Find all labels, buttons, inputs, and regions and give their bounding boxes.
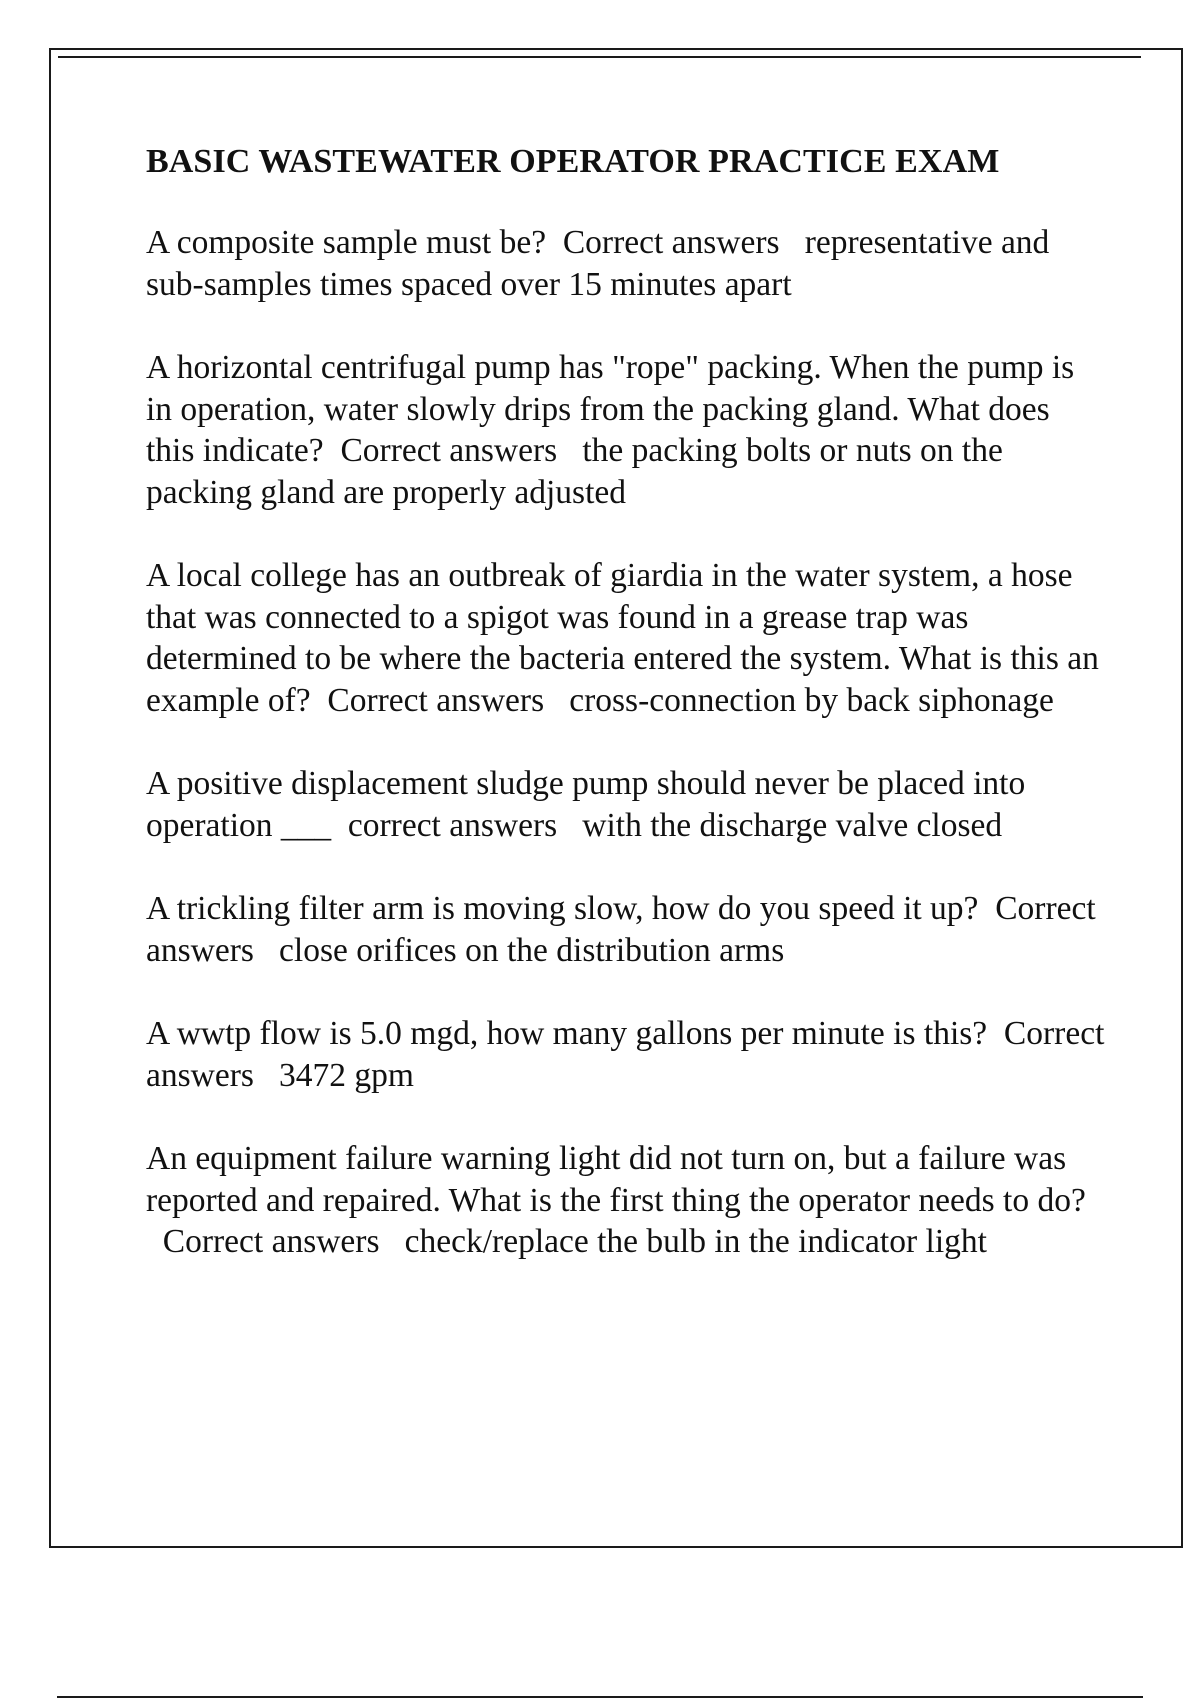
answer-text: with the discharge valve closed bbox=[582, 806, 1003, 844]
bottom-rule bbox=[57, 1696, 1143, 1698]
qa-item-5 bbox=[146, 888, 1106, 971]
question-text: A local college has an outbreak of giardia in the water system, a hose that was connected to a spigot was found in a grease trap was determined to be where the bacteria entered the system. What is this an example of? bbox=[146, 557, 1099, 719]
answer-label: Correct answers bbox=[340, 432, 558, 469]
question-text: A wwtp flow is 5.0 mgd, how many gallons per minute is this? bbox=[146, 1015, 988, 1052]
answer-text: representative and sub-samples times spaced over 15 minutes apart bbox=[146, 224, 1050, 303]
question-text: An equipment failure warning light did not turn on, but a failure was reported and repaired. What is the first thing the operator needs to do? bbox=[146, 1140, 1086, 1219]
answer-label: Correct answers bbox=[162, 1223, 380, 1260]
qa-item-6 bbox=[146, 1013, 1106, 1096]
answer-text: check/replace the bulb in the indicator light bbox=[404, 1223, 987, 1260]
answer-text: close orifices on the distribution arms bbox=[279, 931, 785, 969]
answer-text: 3472 gpm bbox=[279, 1056, 414, 1094]
answer-label: Correct answers bbox=[327, 681, 545, 719]
answer-label: Correct answers bbox=[562, 224, 780, 261]
exam-content bbox=[146, 142, 1106, 1305]
question-text: A composite sample must be? bbox=[146, 224, 547, 261]
question-text: A horizontal centrifugal pump has "rope" packing. When the pump is in operation, water slowly drips from the packing gland. What does this indicate? bbox=[146, 349, 1075, 469]
answer-text: the packing bolts or nuts on the packing gland are properly adjusted bbox=[146, 432, 1003, 511]
qa-item-4 bbox=[146, 763, 1106, 846]
answer-label: Correct answers bbox=[146, 890, 1096, 969]
qa-item-2 bbox=[146, 347, 1106, 513]
question-text: A positive displacement sludge pump should never be placed into operation ___ bbox=[146, 765, 1026, 844]
qa-item-3 bbox=[146, 555, 1106, 721]
answer-label: Correct answers bbox=[146, 1015, 1105, 1094]
answer-label: correct answers bbox=[347, 806, 558, 844]
top-double-rule bbox=[58, 56, 1141, 58]
answer-text: cross-connection by back siphonage bbox=[569, 681, 1054, 719]
qa-item-1 bbox=[146, 222, 1106, 305]
qa-item-7 bbox=[146, 1138, 1106, 1263]
page-title: BASIC WASTEWATER OPERATOR PRACTICE EXAM bbox=[146, 143, 1000, 180]
question-text: A trickling filter arm is moving slow, how do you speed it up? bbox=[146, 890, 979, 927]
